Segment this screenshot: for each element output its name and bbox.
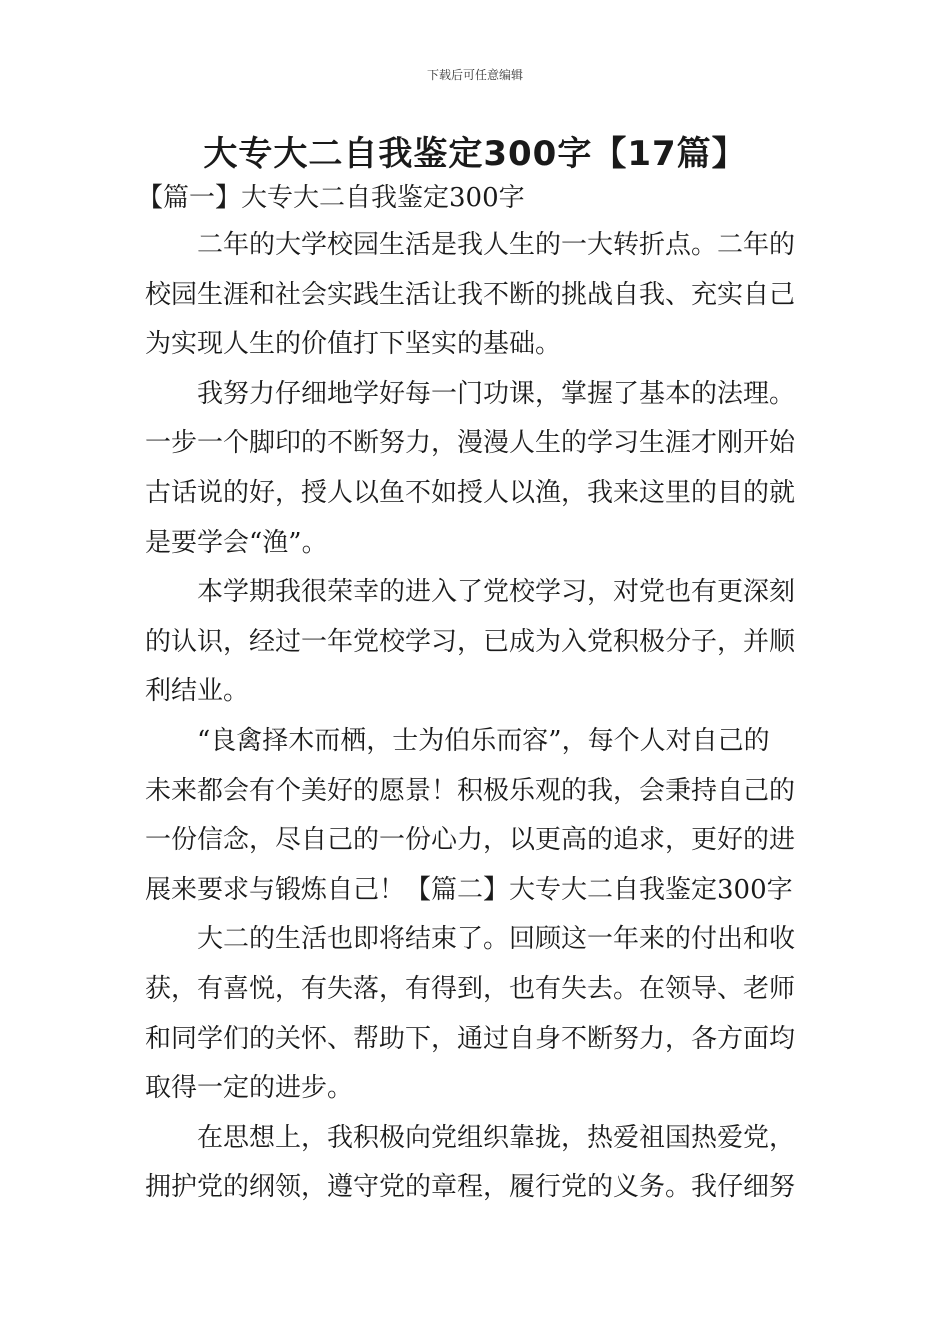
- document-title: 大专大二自我鉴定300字【17篇】: [203, 134, 747, 174]
- paragraph-line: 拥护党的纲领，遵守党的章程，履行党的义务。我仔细努: [145, 1172, 796, 1203]
- paragraph-line: 大二的生活也即将结束了。回顾这一年来的付出和收: [197, 924, 796, 955]
- paragraph-line: 一步一个脚印的不断努力，漫漫人生的学习生涯才刚开始: [145, 428, 796, 459]
- paragraph-line: 古话说的好，授人以鱼不如授人以渔，我来这里的目的就: [145, 477, 796, 508]
- paragraph-line: 取得一定的进步。: [145, 1073, 354, 1104]
- paragraph-line: 本学期我很荣幸的进入了党校学习，对党也有更深刻: [197, 577, 796, 608]
- paragraph-line: 在思想上，我积极向党组织靠拢，热爱祖国热爱党，: [197, 1122, 796, 1153]
- document-body: [137, 176, 807, 1213]
- paragraph-line: 为实现人生的价值打下坚实的基础。: [145, 329, 562, 360]
- section-heading: 【篇一】大专大二自我鉴定300字: [137, 183, 525, 213]
- paragraph-line: 校园生涯和社会实践生活让我不断的挑战自我、充实自己: [145, 279, 796, 310]
- paragraph-line: 是要学会“渔”。: [145, 527, 328, 558]
- paragraph-line: 我努力仔细地学好每一门功课，掌握了基本的法理。: [197, 378, 796, 409]
- header-note: 下载后可任意编辑: [426, 68, 523, 82]
- paragraph-line: 和同学们的关怀、帮助下，通过自身不断努力，各方面均: [145, 1023, 796, 1054]
- paragraph-line: 的认识，经过一年党校学习，已成为入党积极分子，并顺: [145, 626, 796, 657]
- paragraph-line: 一份信念，尽自己的一份心力，以更高的追求，更好的进: [145, 825, 796, 856]
- paragraph-line: 获，有喜悦，有失落，有得到，也有失去。在领导、老师: [145, 973, 796, 1004]
- paragraph-line: 未来都会有个美好的愿景！积极乐观的我，会秉持自己的: [145, 775, 796, 806]
- paragraph-line: 展来要求与锻炼自己！【篇二】大专大二自我鉴定300字: [145, 874, 793, 905]
- paragraph-line: 二年的大学校园生活是我人生的一大转折点。二年的: [197, 230, 796, 260]
- paragraph-line: “良禽择木而栖，士为伯乐而容”，每个人对自己的: [197, 725, 770, 756]
- paragraph-line: 利结业。: [145, 676, 250, 707]
